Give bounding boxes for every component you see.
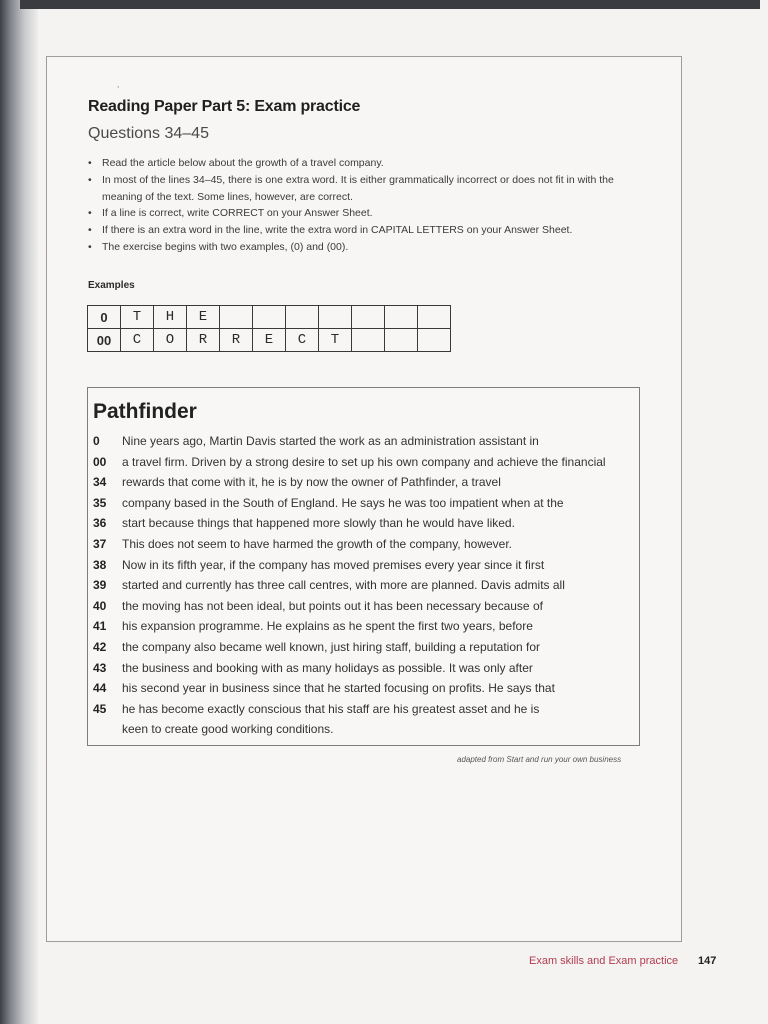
page-subtitle: Questions 34–45 bbox=[88, 125, 209, 142]
instruction-item: • The exercise begins with two examples, (0) and (00). bbox=[88, 239, 648, 256]
article-line bbox=[93, 699, 633, 720]
line-number: 34 bbox=[93, 475, 107, 490]
example-number: 00 bbox=[88, 329, 121, 352]
answer-cell bbox=[352, 329, 385, 352]
article-line bbox=[93, 596, 633, 617]
answer-cell bbox=[319, 306, 352, 329]
line-number: 41 bbox=[93, 619, 107, 634]
bullet-icon: • bbox=[88, 207, 92, 220]
answer-cell: E bbox=[253, 329, 286, 352]
article-line bbox=[93, 678, 633, 699]
instruction-item: • If a line is correct, write CORRECT on your Answer Sheet. bbox=[88, 205, 648, 222]
page-top-edge bbox=[20, 0, 760, 9]
line-text: company based in the South of England. He says he was too impatient when at the bbox=[122, 495, 564, 510]
article-line bbox=[93, 513, 633, 534]
answer-cell bbox=[253, 306, 286, 329]
article-lines bbox=[93, 431, 633, 740]
examples-label: Examples bbox=[88, 280, 135, 291]
answer-cell bbox=[286, 306, 319, 329]
line-text: rewards that come with it, he is by now the owner of Pathfinder, a travel bbox=[122, 475, 501, 490]
example-row bbox=[88, 306, 451, 329]
line-text: the business and booking with as many holidays as possible. It was only after bbox=[122, 660, 533, 675]
answer-cell bbox=[385, 306, 418, 329]
book-spine-shadow bbox=[0, 0, 38, 1024]
answer-cell: E bbox=[187, 306, 220, 329]
line-text: his second year in business since that he started focusing on profits. He says that bbox=[122, 681, 555, 696]
examples-answer-grid bbox=[87, 305, 451, 352]
article-line bbox=[93, 534, 633, 555]
line-number: 35 bbox=[93, 495, 107, 510]
page-number: 147 bbox=[698, 955, 717, 967]
instruction-item: • In most of the lines 34–45, there is one extra word. It is either grammatically incorrect or does not fit in with the meaning of the text. Some lines, however, are correct. bbox=[88, 173, 614, 203]
article-line bbox=[93, 719, 633, 740]
article-line bbox=[93, 431, 633, 452]
article-title: Pathfinder bbox=[93, 400, 197, 423]
page-title: Reading Paper Part 5: Exam practice bbox=[88, 98, 361, 115]
article-line bbox=[93, 637, 633, 658]
line-text: keen to create good working conditions. bbox=[122, 722, 334, 737]
line-number: 43 bbox=[93, 660, 107, 675]
answer-cell bbox=[352, 306, 385, 329]
line-number: 37 bbox=[93, 536, 107, 551]
answer-cell: T bbox=[319, 329, 352, 352]
answer-cell: T bbox=[121, 306, 154, 329]
article-line bbox=[93, 452, 633, 473]
answer-cell: R bbox=[187, 329, 220, 352]
instructions-list bbox=[88, 155, 648, 256]
instruction-item: • If there is an extra word in the line, write the extra word in CAPITAL LETTERS on your Answer Sheet. bbox=[88, 222, 648, 239]
line-number: 42 bbox=[93, 639, 107, 654]
line-text: he has become exactly conscious that his staff are his greatest asset and he is bbox=[122, 701, 540, 716]
article-line bbox=[93, 575, 633, 596]
article-line bbox=[93, 472, 633, 493]
line-text: Nine years ago, Martin Davis started the work as an administration assistant in bbox=[122, 434, 539, 448]
line-text: the company also became well known, just hiring staff, building a reputation for bbox=[122, 639, 541, 654]
line-text: Now in its fifth year, if the company has moved premises every year since it first bbox=[122, 557, 545, 572]
answer-cell bbox=[220, 306, 253, 329]
line-text: This does not seem to have harmed the growth of the company, however. bbox=[122, 536, 512, 551]
line-number: 00 bbox=[93, 454, 107, 469]
bullet-icon: • bbox=[88, 224, 92, 237]
answer-cell: C bbox=[121, 329, 154, 352]
answer-cell: H bbox=[154, 306, 187, 329]
line-text: his expansion programme. He explains as he spent the first two years, before bbox=[122, 619, 533, 634]
line-number: 40 bbox=[93, 598, 107, 613]
answer-cell bbox=[418, 329, 451, 352]
article-line bbox=[93, 493, 633, 514]
answer-cell: O bbox=[154, 329, 187, 352]
line-number: 38 bbox=[93, 557, 107, 572]
answer-cell: R bbox=[220, 329, 253, 352]
line-text: a travel firm. Driven by a strong desire to set up his own company and achieve the financial bbox=[122, 454, 606, 469]
line-text: the moving has not been ideal, but points out it has been necessary because of bbox=[122, 598, 543, 613]
stray-mark: , bbox=[117, 80, 120, 89]
footer-section-title: Exam skills and Exam practice bbox=[529, 955, 679, 967]
line-number: 44 bbox=[93, 681, 107, 696]
answer-cell: C bbox=[286, 329, 319, 352]
article-line bbox=[93, 616, 633, 637]
bullet-icon: • bbox=[88, 157, 92, 169]
line-number: 0 bbox=[93, 434, 100, 448]
answer-cell bbox=[385, 329, 418, 352]
example-row bbox=[88, 329, 451, 352]
article-line bbox=[93, 555, 633, 576]
line-number: 36 bbox=[93, 516, 107, 531]
line-text: started and currently has three call centres, with more are planned. Davis admits all bbox=[122, 578, 565, 593]
line-number: 45 bbox=[93, 701, 107, 716]
source-credit: adapted from Start and run your own business bbox=[457, 755, 622, 764]
bullet-icon: • bbox=[88, 173, 92, 186]
bullet-icon: • bbox=[88, 240, 92, 253]
instruction-item: • Read the article below about the growth of a travel company. bbox=[88, 155, 648, 172]
line-text: start because things that happened more slowly than he would have liked. bbox=[122, 516, 515, 531]
example-number: 0 bbox=[88, 306, 121, 329]
article-line bbox=[93, 658, 633, 679]
line-number: 39 bbox=[93, 578, 107, 593]
answer-cell bbox=[418, 306, 451, 329]
